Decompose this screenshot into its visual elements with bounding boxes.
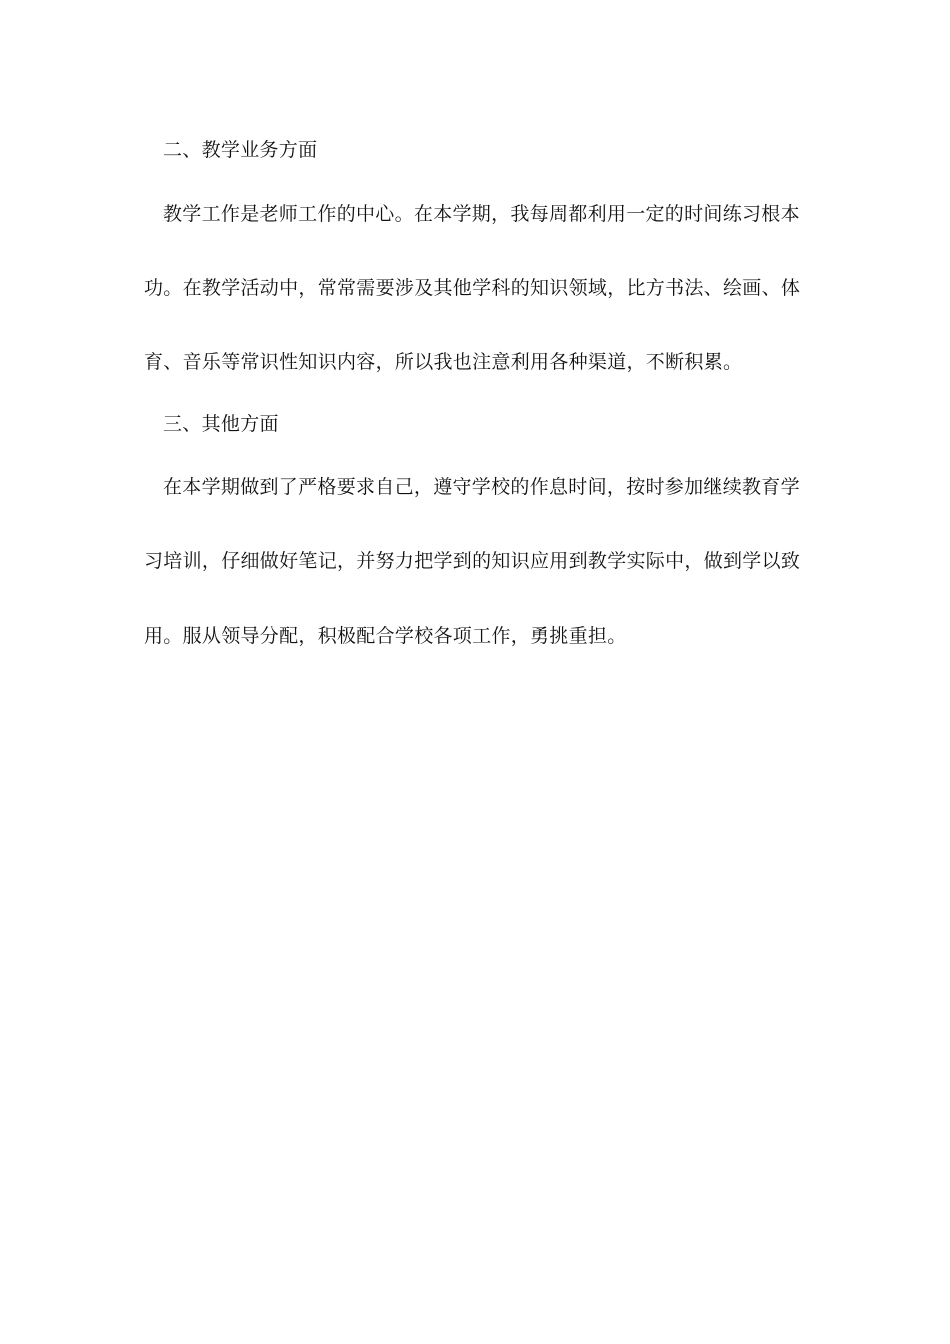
paragraph-line: 用。服从领导分配，积极配合学校各项工作，勇挑重担。 xyxy=(144,625,627,647)
paragraph-line: 在本学期做到了严格要求自己，遵守学校的作息时间，按时参加继续教育学 xyxy=(163,476,800,498)
section-heading-teaching: 二、教学业务方面 xyxy=(163,139,318,161)
paragraph-line: 教学工作是老师工作的中心。在本学期，我每周都利用一定的时间练习根本 xyxy=(163,203,800,225)
paragraph-line: 育、音乐等常识性知识内容，所以我也注意利用各种渠道，不断积累。 xyxy=(144,351,743,373)
paragraph-line: 习培训，仔细做好笔记，并努力把学到的知识应用到教学实际中，做到学以致 xyxy=(144,550,801,572)
section-heading-other: 三、其他方面 xyxy=(163,413,279,435)
paragraph-line: 功。在教学活动中，常常需要涉及其他学科的知识领域，比方书法、绘画、体 xyxy=(144,277,801,299)
